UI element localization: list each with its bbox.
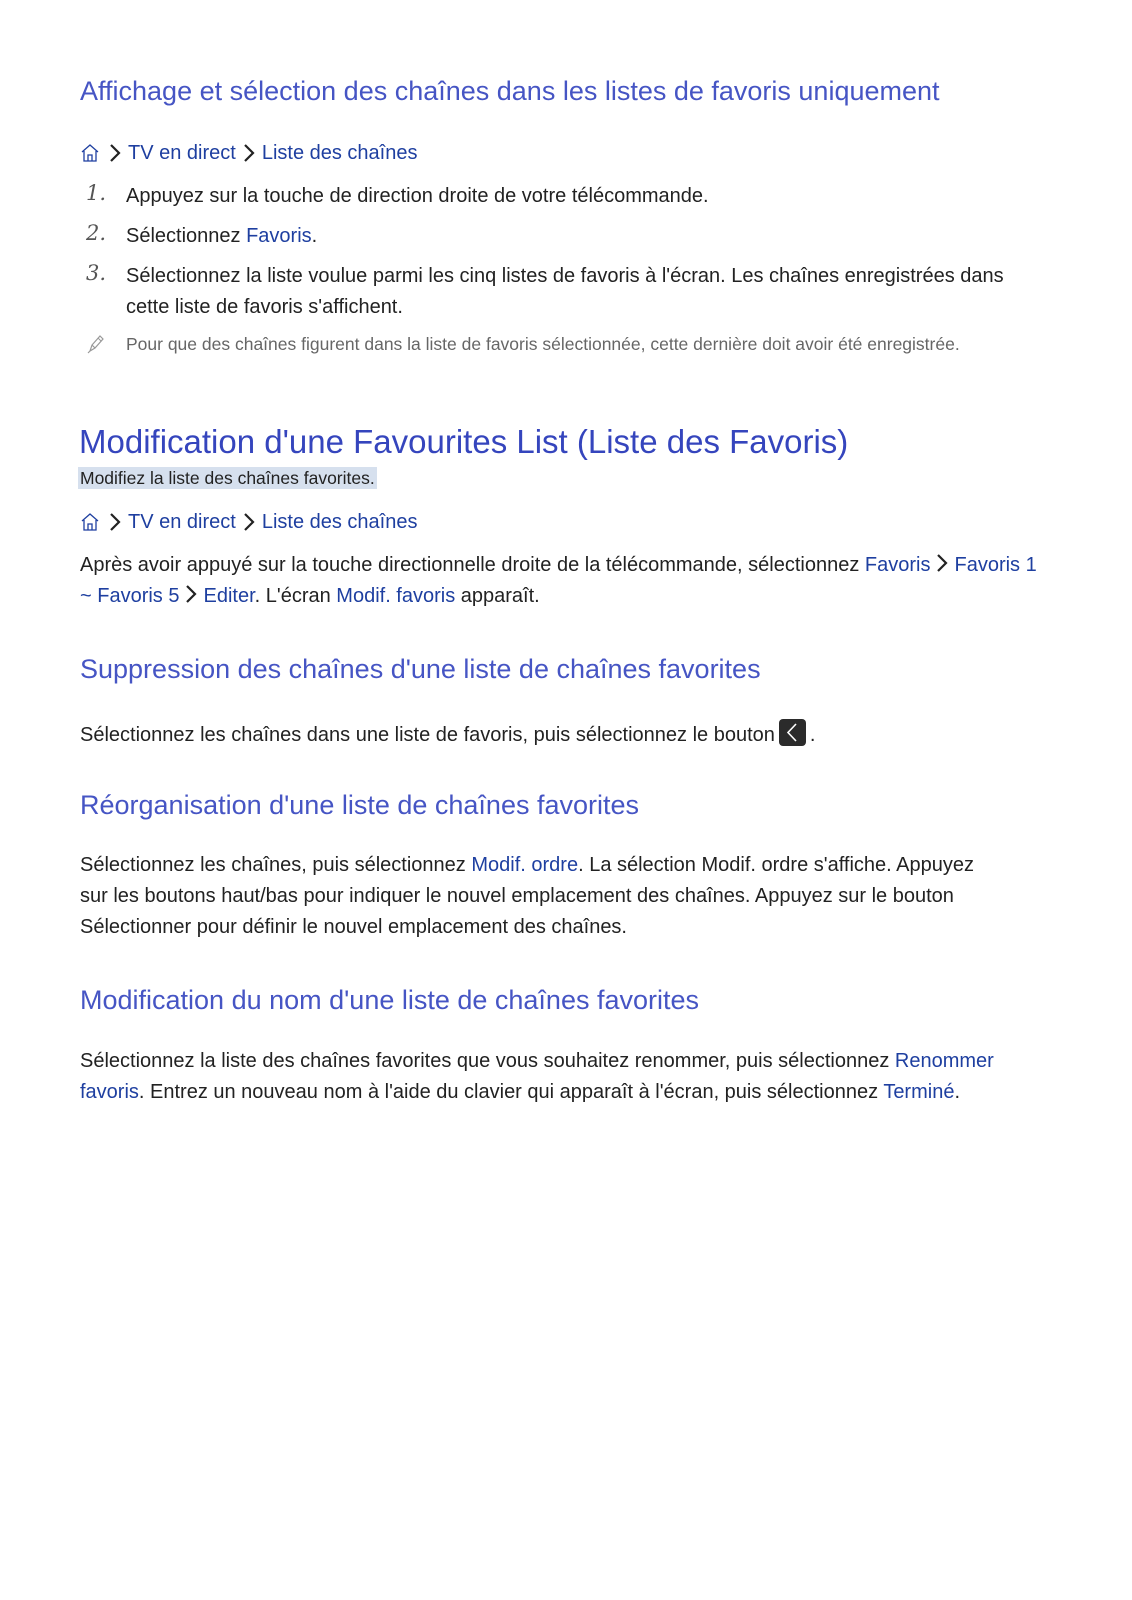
home-icon: [80, 511, 100, 533]
breadcrumb-item-channel-list[interactable]: Liste des chaînes: [261, 141, 418, 164]
section-heading-favorites-display: Affichage et sélection des chaînes dans les listes de favoris uniquement: [80, 76, 940, 106]
paragraph-reorder-channels: Sélectionnez les chaînes, puis sélectionnez Modif. ordre. La sélection Modif. ordre s'affiche. Appuyez sur les boutons haut/bas pour indiquer le nouvel emplacement des chaînes. Appuyez sur le bouton Sélectionner pour définir le nouvel emplacement des chaînes.: [80, 854, 974, 938]
link-modif-ordre[interactable]: Modif. ordre: [471, 854, 579, 876]
breadcrumb-item-channel-list[interactable]: Liste des chaînes: [261, 510, 418, 533]
link-favoris[interactable]: Favoris: [246, 225, 312, 247]
paragraph-rename-list: Sélectionnez la liste des chaînes favorites que vous souhaitez renommer, puis sélectionnez Renommer favoris. Entrez un nouveau nom à l'aide du clavier qui apparaît à l'écran, puis sélectionnez Terminé.: [80, 1050, 994, 1103]
link-termine[interactable]: Terminé: [883, 1081, 955, 1103]
step-1: [86, 181, 1046, 221]
link-renommer-favoris[interactable]: Renommer favoris: [80, 1050, 994, 1103]
step-2: [86, 221, 1046, 261]
chevron-right-icon: [239, 510, 259, 534]
note: [86, 333, 960, 355]
steps-list: [86, 181, 1046, 323]
step-number: 2.: [86, 221, 107, 245]
paragraph-edit-favorites: Après avoir appuyé sur la touche directionnelle droite de la télécommande, sélectionnez Favoris Favoris 1 ~ Favoris 5 Editer. L'écran Modif. favoris apparaît.: [80, 554, 1037, 607]
home-icon: [80, 142, 100, 164]
chevron-right-icon: [239, 141, 259, 165]
chevron-right-icon: [932, 552, 952, 574]
pencil-icon: [86, 333, 106, 355]
heading-remove-channels: Suppression des chaînes d'une liste de chaînes favorites: [80, 654, 761, 684]
step-text: Sélectionnez la liste voulue parmi les cinq listes de favoris à l'écran. Les chaînes enregistrées dans cette liste de favoris s'affichent.: [126, 265, 1004, 318]
step-text: Appuyez sur la touche de direction droite de votre télécommande.: [126, 185, 709, 207]
breadcrumb-item-live-tv[interactable]: TV en direct: [128, 510, 236, 533]
step-3: [86, 261, 1046, 323]
link-favoris[interactable]: Favoris: [864, 554, 931, 576]
link-modif-favoris[interactable]: Modif. favoris: [336, 585, 456, 607]
link-favoris-1-5[interactable]: Favoris 1 ~ Favoris 5: [80, 554, 1037, 607]
paragraph-remove-channels: Sélectionnez les chaînes dans une liste de favoris, puis sélectionnez le bouton .: [80, 719, 815, 751]
page-title: Modification d'une Favourites List (Liste des Favoris): [79, 423, 849, 460]
back-button-icon: [779, 719, 806, 746]
breadcrumb: [80, 139, 417, 167]
chevron-right-icon: [181, 583, 201, 605]
note-text: Pour que des chaînes figurent dans la liste de favoris sélectionnée, cette dernière doit avoir été enregistrée.: [126, 333, 960, 354]
chevron-right-icon: [105, 510, 125, 534]
link-editer[interactable]: Editer: [203, 585, 255, 607]
breadcrumb-item-live-tv[interactable]: TV en direct: [128, 141, 236, 164]
subtitle: [78, 468, 377, 489]
breadcrumb: [80, 508, 417, 536]
heading-rename-list: Modification du nom d'une liste de chaînes favorites: [80, 985, 700, 1015]
subtitle-text: Modifiez la liste des chaînes favorites.: [80, 468, 375, 488]
heading-reorder-channels: Réorganisation d'une liste de chaînes favorites: [80, 790, 639, 820]
chevron-right-icon: [105, 141, 125, 165]
step-number: 3.: [86, 261, 107, 285]
step-number: 1.: [86, 181, 107, 205]
step-text: Sélectionnez Favoris.: [126, 225, 318, 247]
